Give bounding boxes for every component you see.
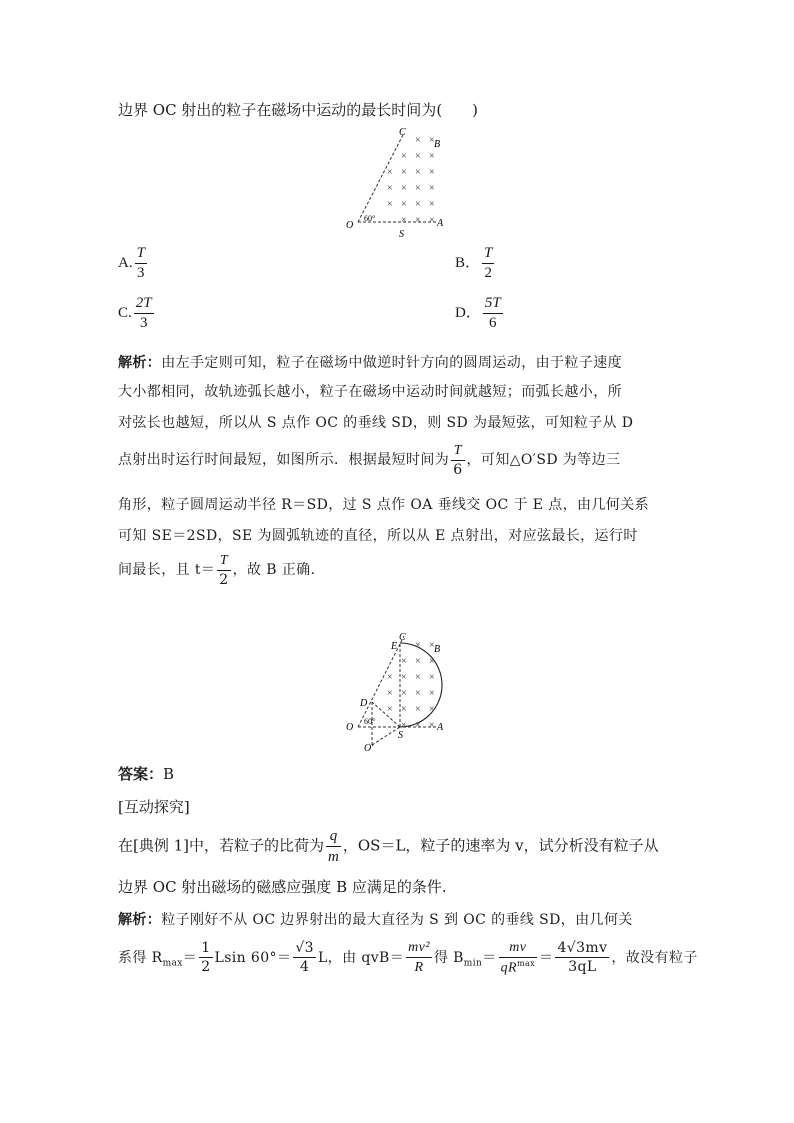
analysis-1-text-7a: 间最长，且 t＝ (118, 562, 216, 578)
option-b-num: T (484, 245, 493, 261)
label-c: C (399, 127, 406, 138)
option-b[interactable] (455, 246, 496, 281)
field-cross-mark: × (387, 199, 393, 210)
label-e: E (391, 641, 398, 652)
field-cross-mark: × (415, 672, 421, 683)
boundary-oc (358, 133, 404, 222)
option-d-den: 6 (489, 315, 497, 331)
figure-1-magnetic-field (340, 125, 450, 240)
analysis-1-line-2: 大小都相同，故轨迹弧长越小，粒子在磁场中运动时间就越短；而弧长越小，所 (118, 384, 622, 400)
field-cross-mark: × (415, 151, 421, 162)
field-cross-mark: × (401, 167, 407, 178)
explore-line-2: 边界 OC 射出磁场的磁感应强度 B 应满足的条件. (118, 878, 447, 896)
analysis-1-text-4b: ，可知△O′SD 为等边三 (466, 452, 621, 468)
question-stem: 边界 OC 射出的粒子在磁场中运动的最长时间为( ) (118, 101, 479, 119)
option-b-letter: B． (455, 254, 481, 271)
analysis-1-text-4a: 点射出时运行时间最短，如图所示．根据最短时间为 (118, 452, 450, 468)
answer-value: B (163, 765, 175, 783)
label-c: C (399, 632, 406, 643)
field-cross-mark: × (387, 704, 393, 715)
field-cross-mark: × (415, 656, 421, 667)
field-cross-mark: × (415, 167, 421, 178)
eq-1: ＝ (182, 949, 198, 966)
line-o2-s (372, 727, 400, 745)
sub-max: max (162, 958, 183, 969)
frac-final-num: 4√3mv (557, 940, 608, 957)
field-cross-mark: × (415, 183, 421, 194)
field-cross-mark: × (401, 199, 407, 210)
label-a: A (437, 722, 444, 733)
answer-label: 答案： (118, 765, 164, 783)
analysis-2-line-1 (118, 909, 633, 929)
analysis-1-text-1: 由左手定则可知，粒子在磁场中做逆时针方向的圆周运动，由于粒子速度 (161, 355, 623, 371)
label-s: S (398, 730, 403, 741)
field-cross-mark: × (429, 215, 435, 226)
option-c-num: 2T (135, 295, 152, 311)
explore-text-1a: 在[典例 1]中，若粒子的比荷为 (118, 836, 325, 855)
frac-t-den: 6 (453, 462, 463, 478)
explore-line-1 (118, 828, 659, 865)
option-a[interactable] (118, 246, 149, 281)
frac-half-den: 2 (201, 959, 211, 976)
eq-3: ＝ (539, 949, 554, 966)
field-cross-mark: × (415, 215, 421, 226)
line-sd (372, 702, 400, 727)
interactive-heading: [互动探究] (118, 798, 190, 816)
analysis-2-text-end: ，故没有粒子 (611, 949, 698, 966)
answer (118, 763, 174, 784)
option-b-den: 2 (484, 265, 492, 281)
field-cross-mark: × (415, 704, 421, 715)
field-cross-mark: × (401, 672, 407, 683)
field-cross-mark: × (429, 199, 435, 210)
label-a: A (437, 218, 444, 229)
analysis-label: 解析： (118, 355, 162, 371)
label-o: O (346, 722, 354, 733)
frac-sqrt3-num: √3 (295, 940, 314, 957)
field-cross-mark: × (429, 151, 435, 162)
field-cross-mark: × (401, 688, 407, 699)
field-cross-mark: × (387, 183, 393, 194)
field-cross-mark: × (415, 135, 421, 146)
frac-q-num: q (329, 828, 338, 844)
field-cross-mark: × (429, 672, 435, 683)
field-cross-mark: × (415, 640, 421, 651)
option-d-num: 5T (484, 295, 501, 311)
field-cross-mark: × (401, 656, 407, 667)
label-o-prime: O′ (364, 743, 374, 754)
field-cross-mark: × (429, 704, 435, 715)
option-d[interactable] (455, 296, 505, 331)
option-c-den: 3 (139, 315, 148, 331)
frac-final-den: 3qL (568, 959, 597, 976)
field-cross-mark: × (415, 199, 421, 210)
sub-min: min (463, 958, 483, 969)
analysis-1-line-3: 对弦长也越短，所以从 S 点作 OC 的垂线 SD，则 SD 为最短弦，可知粒子从 D (118, 415, 634, 431)
field-cross-mark: × (401, 215, 407, 226)
field-cross-mark: × (401, 720, 407, 731)
field-cross-mark: × (429, 135, 435, 146)
field-cross-mark: × (387, 688, 393, 699)
field-cross-mark: × (429, 183, 435, 194)
label-d: D (360, 698, 368, 709)
option-a-den: 3 (137, 265, 145, 281)
frac-mvq-num: mv (509, 940, 527, 955)
text-bmin: 得 B (433, 949, 464, 966)
frac-sqrt3-den: 4 (300, 959, 310, 976)
analysis-2-line-2 (118, 940, 698, 976)
field-cross-mark: × (429, 640, 435, 651)
field-cross-mark: × (387, 167, 393, 178)
frac-t2-num: T (219, 553, 229, 568)
analysis-2-text-1: 粒子刚好不从 OC 边界射出的最大直径为 S 到 OC 的垂线 SD，由几何关 (161, 912, 633, 928)
analysis-2-label: 解析： (118, 912, 162, 928)
field-cross-mark: × (401, 151, 407, 162)
field-cross-mark: × (401, 704, 407, 715)
explore-text-1b: ，OS＝L，粒子的速率为 v，试分析没有粒子从 (342, 836, 659, 855)
option-a-num: T (136, 245, 145, 261)
option-c-letter: C. (118, 304, 132, 321)
label-b: B (434, 644, 441, 655)
option-d-letter: D． (455, 304, 481, 321)
analysis-1-line-7 (118, 553, 315, 587)
field-cross-mark: × (387, 672, 393, 683)
angle-label: 60° (364, 214, 376, 223)
frac-half-num: 1 (201, 940, 211, 957)
analysis-1-line-6: 可知 SE＝2SD，SE 为圆弧轨迹的直径，所以从 E 点射出，对应弦最长，运行时 (118, 528, 638, 544)
label-o: O (346, 220, 354, 231)
analysis-1-line-4 (118, 443, 620, 477)
option-c[interactable] (118, 296, 156, 331)
label-b: B (434, 139, 441, 150)
text-r: 系得 R (118, 949, 163, 966)
field-cross-mark: × (415, 688, 421, 699)
analysis-1-line-5: 角形，粒子圆周运动半径 R＝SD，过 S 点作 OA 垂线交 OC 于 E 点，由几何关系 (118, 497, 649, 513)
text-lsin: Lsin 60°＝ (214, 949, 292, 966)
field-cross-mark: × (429, 167, 435, 178)
frac-mv2-num: mv² (408, 940, 430, 956)
frac-q-den: m (328, 849, 339, 865)
option-a-letter: A. (118, 254, 133, 271)
frac-t2-den: 2 (219, 572, 229, 588)
field-cross-mark: × (429, 688, 435, 699)
analysis-1-line-1 (118, 352, 622, 372)
frac-t-num: T (453, 443, 462, 458)
label-s: S (399, 229, 404, 240)
frac-mvq-den: qR (500, 960, 517, 976)
field-cross-mark: × (429, 656, 435, 667)
angle-label: 60° (364, 717, 376, 726)
analysis-1-text-7b: ，故 B 正确. (232, 562, 316, 578)
text-qvb: L，由 qvB＝ (317, 949, 405, 966)
field-cross-mark: × (415, 720, 421, 731)
sup-max: max (516, 959, 536, 968)
eq-2: ＝ (482, 949, 497, 966)
figure-2-trajectory (340, 630, 452, 755)
field-cross-mark: × (401, 183, 407, 194)
field-cross-mark: × (429, 720, 435, 731)
frac-mv2-den: R (414, 960, 424, 976)
